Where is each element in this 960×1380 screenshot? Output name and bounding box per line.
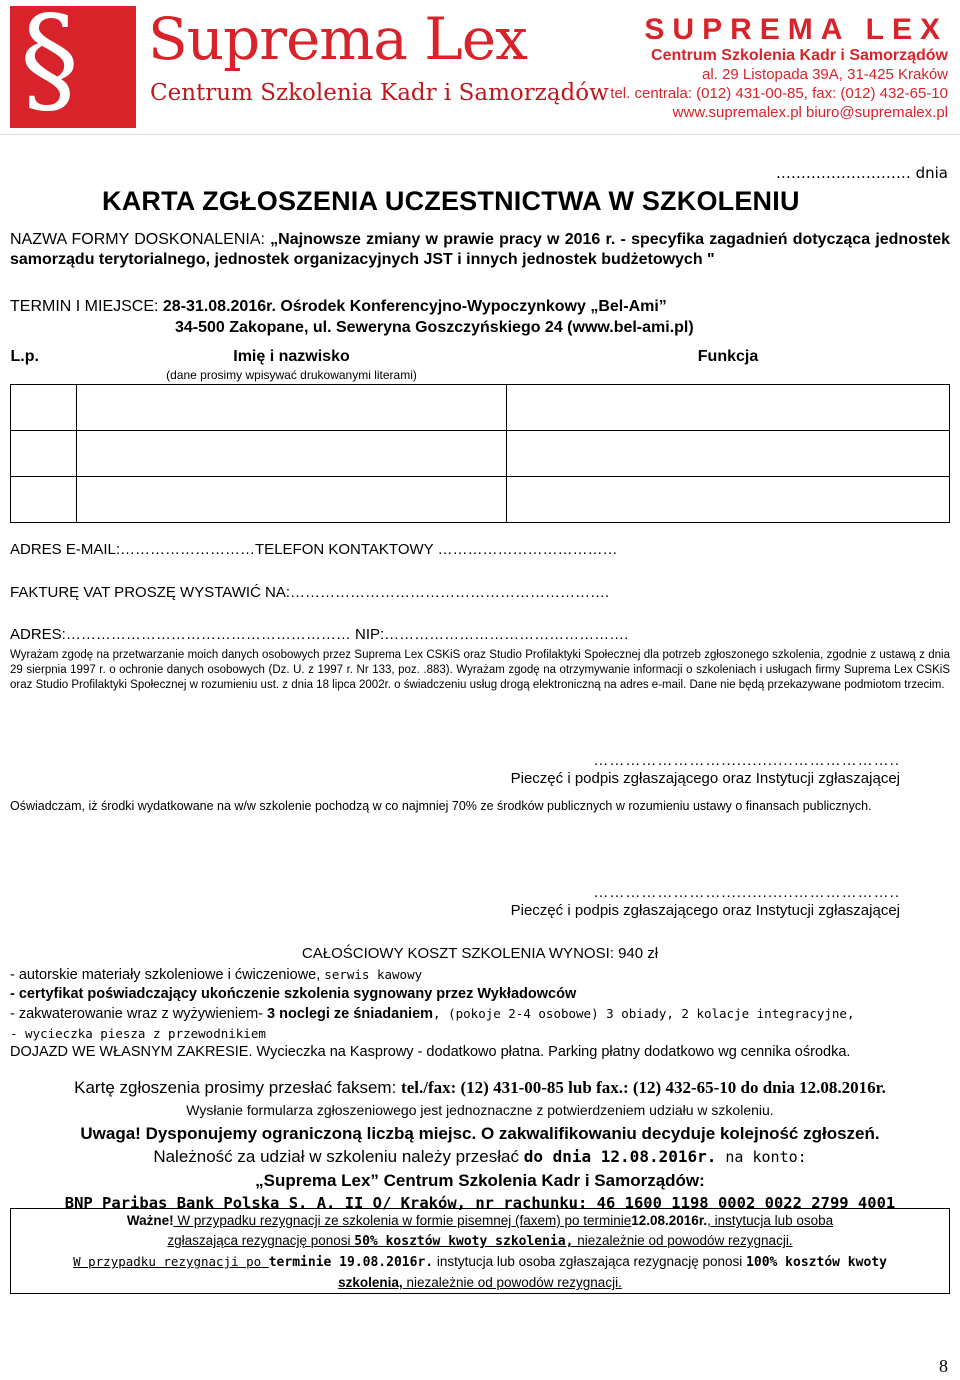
cell-function[interactable] [507,385,950,431]
send-instructions [0,1076,960,1215]
cell-function[interactable] [507,431,950,477]
table-row[interactable] [11,385,950,431]
consent-text: Wyrażam zgodę na przetwarzanie moich danych osobowych przez Suprema Lex CSKiS oraz Studio Profilaktyki Społecznej dla potrzeb zgłoszonego szkolenia, zgodnie z ustawą z dnia 29 sierpnia 1997 r. o ochronie danych osobowych (Dz. U. z 1997 r. Nr 133, poz. .883). Wyrażam zgodę na otrzymywanie informacji o szkoleniach i usługach firmy Suprema Lex CSKiS oraz Studio Profilaktyki Społecznej w rozumieniu ust. z dnia 18 lipca 2002r. o świadczeniu usług drogą elektroniczną na adres e-mail. Dane nie będą przekazywane podmiotom trzecim. [10,649,950,691]
col-name-note: (dane prosimy wpisywać drukowanymi literami) [166,368,417,382]
table-header [11,348,950,385]
send-warning-line: Uwaga! Dysponujemy ograniczoną liczbą miejsc. O zakwalifikowaniu decyduje kolejność zgłoszeń. [80,1124,880,1143]
address-nip-field[interactable]: ADRES:………………………………………………… NIP:…………………………………………. [10,626,629,643]
logo-subtitle: Centrum Szkolenia Kadr i Samorządów [150,80,609,106]
company-address: al. 29 Listopada 39A, 31-425 Kraków [702,66,948,83]
payment-line: Należność za udział w szkoleniu należy przesłać do dnia 12.08.2016r. na konto: [153,1147,807,1166]
cell-name[interactable] [77,431,507,477]
public-funds-declaration: Oświadczam, iż środki wydatkowane na w/w szkolenie pochodzą w co najmniej 70% ze środków publicznych w rozumieniu ustawy o finansach publicznych. [10,799,872,813]
signature-label: Pieczęć i podpis zgłaszającego oraz Instytucji zgłaszającej [510,902,900,919]
term-value: 28-31.08.2016r. Ośrodek Konferencyjno-Wypoczynkowy „Bel-Ami” [162,298,667,315]
company-phone: tel. centrala: (012) 431-00-85, fax: (012) 432-65-10 [610,85,948,102]
send-fax-line: Kartę zgłoszenia prosimy przesłać faksem: tel./fax: (12) 431-00-85 lub fax.: (12) 432-65-10 do dnia 12.08.2016r. [74,1078,886,1097]
company-contact [610,14,948,122]
note-line: Ważne! W przypadku rezygnacji ze szkolenia w formie pisemnej (faxem) po terminie12.08.2016r., instytucja lub osoba [126,1213,834,1228]
cell-lp[interactable] [11,477,77,523]
signature-block-1 [511,752,900,788]
list-item: - certyfikat poświadczający ukończenie szkolenia sygnowany przez Wykładowców [10,986,577,1002]
cancellation-note [10,1208,950,1294]
table-row[interactable] [11,431,950,477]
table-row[interactable] [11,477,950,523]
signature-label: Pieczęć i podpis zgłaszającego oraz Instytucji zgłaszającej [510,770,900,787]
invoice-field[interactable]: FAKTURĘ VAT PROSZĘ WYSTAWIĆ NA:………………………………………………………. [10,584,610,601]
note-line: zgłaszająca rezygnację ponosi 50% kosztów kwoty szkolenia, niezależnie od powodów rezygnacji. [167,1233,793,1249]
account-holder: „Suprema Lex” Centrum Szkolenia Kadr i Samorządów: [255,1171,705,1190]
signature-dots[interactable]: ……………………..............……………….. [593,752,900,769]
form-name-label: NAZWA FORMY DOSKONALENIA: [10,231,271,248]
participants-table [10,348,950,523]
logo-title: Suprema Lex [148,5,527,73]
company-name: Centrum Szkolenia Kadr i Samorządów [651,47,948,64]
page-title: KARTA ZGŁOSZENIA UCZESTNICTWA W SZKOLENIU [102,186,800,216]
note-line: szkolenia, niezależnie od powodów rezygnacji. [338,1275,622,1290]
cell-name[interactable] [77,477,507,523]
cell-lp[interactable] [11,385,77,431]
list-item: - zakwaterowanie wraz z wyżywieniem- 3 noclegi ze śniadaniem, (pokoje 2-4 osobowe) 3 obiady, 2 kolacje integracyjne, [10,1006,855,1022]
col-name-label: Imię i nazwisko [233,348,350,365]
paragraph-icon: § [20,0,79,128]
col-function: Funkcja [507,348,950,385]
company-caps: SUPREMA LEX [644,13,948,46]
list-item: - autorskie materiały szkoleniowe i ćwiczeniowe, serwis kawowy [10,967,423,983]
term-address: 34-500 Zakopane, ul. Seweryna Goszczyńskiego 24 (www.bel-ami.pl) [175,319,694,336]
cost-title: CAŁOŚCIOWY KOSZT SZKOLENIA WYNOSI: 940 zł [301,945,659,962]
company-web[interactable]: www.supremalex.pl biuro@supremalex.pl [672,104,948,121]
list-item: DOJAZD WE WŁASNYM ZAKRESIE. Wycieczka na Kasprowy - dodatkowo płatna. Parking płatny dodatkowo wg cennika ośrodka. [10,1044,851,1060]
list-item: - wycieczka piesza z przewodnikiem [10,1026,266,1041]
cost-list [10,965,950,1062]
term-place [10,296,950,338]
form-name-value: „Najnowsze zmiany w prawie pracy w 2016 r. - specyfika zagadnień dotycząca jednostek samorządu terytorialnego, jednostek organizacyjnych JST i innych jednostek budżetowych " [10,231,951,268]
email-phone-field[interactable]: ADRES E-MAIL:………………………TELEFON KONTAKTOWY ……………………………… [10,541,618,558]
page-number: 8 [939,1356,948,1376]
note-line: W przypadku rezygnacji po terminie 19.08.2016r. instytucja lub osoba zgłaszająca rezygnację ponosi 100% kosztów kwoty [73,1254,887,1270]
bank-account: BNP Paribas Bank Polska S. A. II O/ Kraków, nr rachunku: 46 1600 1198 0002 0022 2799 4001 [64,1194,896,1212]
term-label: TERMIN I MIEJSCE: [10,298,163,315]
cell-name[interactable] [77,385,507,431]
header-divider [0,134,960,135]
date-field[interactable]: ……………………… dnia [775,164,948,182]
signature-block-2 [511,884,900,920]
form-name [10,230,950,270]
col-name [77,348,507,385]
col-lp: L.p. [11,348,77,385]
cell-function[interactable] [507,477,950,523]
cell-lp[interactable] [11,431,77,477]
logo-mark [10,0,136,128]
send-confirmation-line: Wysłanie formularza zgłoszeniowego jest jednoznaczne z potwierdzeniem udziału w szkoleniu. [186,1102,774,1118]
signature-dots[interactable]: ……………………..............……………….. [593,884,900,901]
